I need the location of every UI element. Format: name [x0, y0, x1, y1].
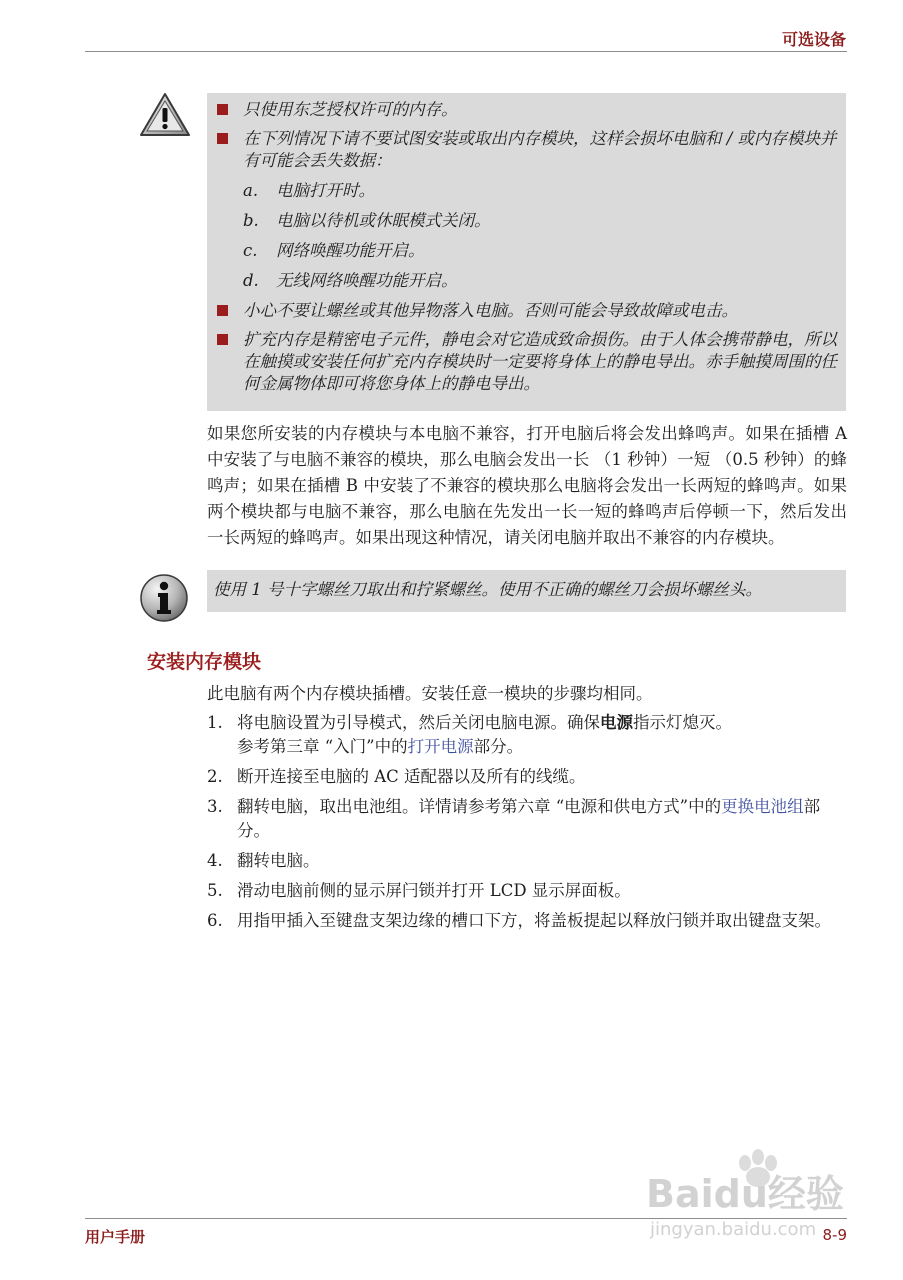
step-item — [207, 765, 847, 789]
warning-text: 小心不要让螺丝或其他异物落入电脑。否则可能会导致故障或电击。 — [243, 301, 738, 320]
warning-text: 扩充内存是精密电子元件，静电会对它造成致命损伤。由于人体会携带静电，所以在触摸或安装任何扩充内存模块时一定要将身体上的静电导出。赤手触摸周围的任何金属物体即可将您身体上的静电导出。 — [243, 330, 837, 393]
warning-subitem — [243, 240, 838, 262]
step-item — [207, 795, 847, 843]
power-indicator-term: 电源 — [600, 713, 633, 732]
step-item — [207, 711, 847, 759]
replace-battery-link[interactable]: 更换电池组 — [721, 797, 804, 816]
square-bullet-icon — [217, 334, 228, 345]
page-number: 8-9 — [822, 1226, 847, 1244]
warning-item — [215, 128, 838, 292]
warning-item — [215, 99, 838, 121]
step-text: 部分。 — [237, 797, 821, 840]
warning-subitem — [243, 210, 838, 232]
step-number: 2. — [207, 767, 223, 786]
watermark-brand: Baidu经验 — [646, 1172, 844, 1216]
subitem-text: 网络唤醒功能开启。 — [276, 241, 425, 260]
subitem-letter: a. — [243, 181, 259, 200]
footer-manual-title: 用户手册 — [85, 1228, 146, 1246]
step-number: 6. — [207, 911, 223, 930]
power-on-link[interactable]: 打开电源 — [407, 737, 474, 756]
install-steps — [207, 711, 847, 939]
step-number: 4. — [207, 851, 223, 870]
section-heading: 安装内存模块 — [147, 651, 262, 673]
step-text: 滑动电脑前侧的显示屏闩锁并打开 LCD 显示屏面板。 — [237, 881, 631, 900]
warning-sublist — [243, 180, 838, 292]
baidu-watermark — [642, 1143, 852, 1243]
square-bullet-icon — [217, 305, 228, 316]
beep-paragraph: 如果您所安装的内存模块与本电脑不兼容，打开电脑后将会发出蜂鸣声。如果在插槽 A 中安装了与电脑不兼容的模块，那么电脑会发出一长 （1 秒钟）一短 （0.5 秒钟）的蜂鸣声；如果在插槽 B 中安装了不兼容的模块那么电脑将会发出一长两短的蜂鸣声。如果两个模块都与电脑不兼容，那么电脑在先发出一长一短的蜂鸣声后停顿一下，然后发出一长两短的蜂鸣声。如果出现这种情况，请关闭电脑并取出不兼容的内存模块。 — [207, 424, 847, 547]
subitem-letter: d. — [243, 271, 259, 290]
square-bullet-icon — [217, 133, 228, 144]
step-number: 1. — [207, 713, 223, 732]
warning-text: 只使用东芝授权许可的内存。 — [243, 100, 458, 119]
subitem-text: 电脑以待机或休眠模式关闭。 — [276, 211, 491, 230]
footer-divider — [85, 1218, 847, 1219]
step-text: 翻转电脑。 — [237, 851, 320, 870]
note-text: 使用 1 号十字螺丝刀取出和拧紧螺丝。使用不正确的螺丝刀会损坏螺丝头。 — [213, 580, 762, 599]
warning-subitem — [243, 270, 838, 292]
warning-item — [215, 300, 838, 322]
step-text: 指示灯熄灭。 — [633, 713, 732, 732]
subitem-letter: c. — [243, 241, 258, 260]
square-bullet-icon — [217, 104, 228, 115]
section-intro: 此电脑有两个内存模块插槽。安装任意一模块的步骤均相同。 — [207, 684, 653, 703]
subitem-text: 电脑打开时。 — [276, 181, 375, 200]
step-text: 用指甲插入至键盘支架边缘的槽口下方，将盖板提起以释放闩锁并取出键盘支架。 — [237, 911, 831, 930]
step-text: 部分。 — [473, 737, 524, 756]
warning-box — [207, 93, 846, 411]
header-divider — [85, 51, 847, 52]
warning-text: 在下列情况下请不要试图安装或取出内存模块，这样会损坏电脑和 / 或内存模块并有可能会丢失数据： — [243, 129, 837, 170]
step-text: 参考第三章 “入门”中的 — [237, 737, 408, 756]
step-item — [207, 879, 847, 903]
step-number: 3. — [207, 797, 223, 816]
step-text: 断开连接至电脑的 AC 适配器以及所有的线缆。 — [237, 767, 586, 786]
step-text: 翻转电脑，取出电池组。详情请参考第六章 “电源和供电方式”中的 — [237, 797, 722, 816]
step-text: 将电脑设置为引导模式，然后关闭电脑电源。确保 — [237, 713, 600, 732]
watermark-url: jingyan.baidu.com — [650, 1219, 817, 1240]
warning-triangle-icon — [139, 92, 191, 138]
step-number: 5. — [207, 881, 223, 900]
info-icon — [139, 573, 189, 623]
warning-subitem — [243, 180, 838, 202]
running-header-title: 可选设备 — [781, 30, 846, 49]
note-box — [207, 570, 846, 612]
warning-item — [215, 329, 838, 395]
subitem-letter: b. — [243, 211, 259, 230]
step-item — [207, 909, 847, 933]
step-item — [207, 849, 847, 873]
subitem-text: 无线网络唤醒功能开启。 — [276, 271, 458, 290]
